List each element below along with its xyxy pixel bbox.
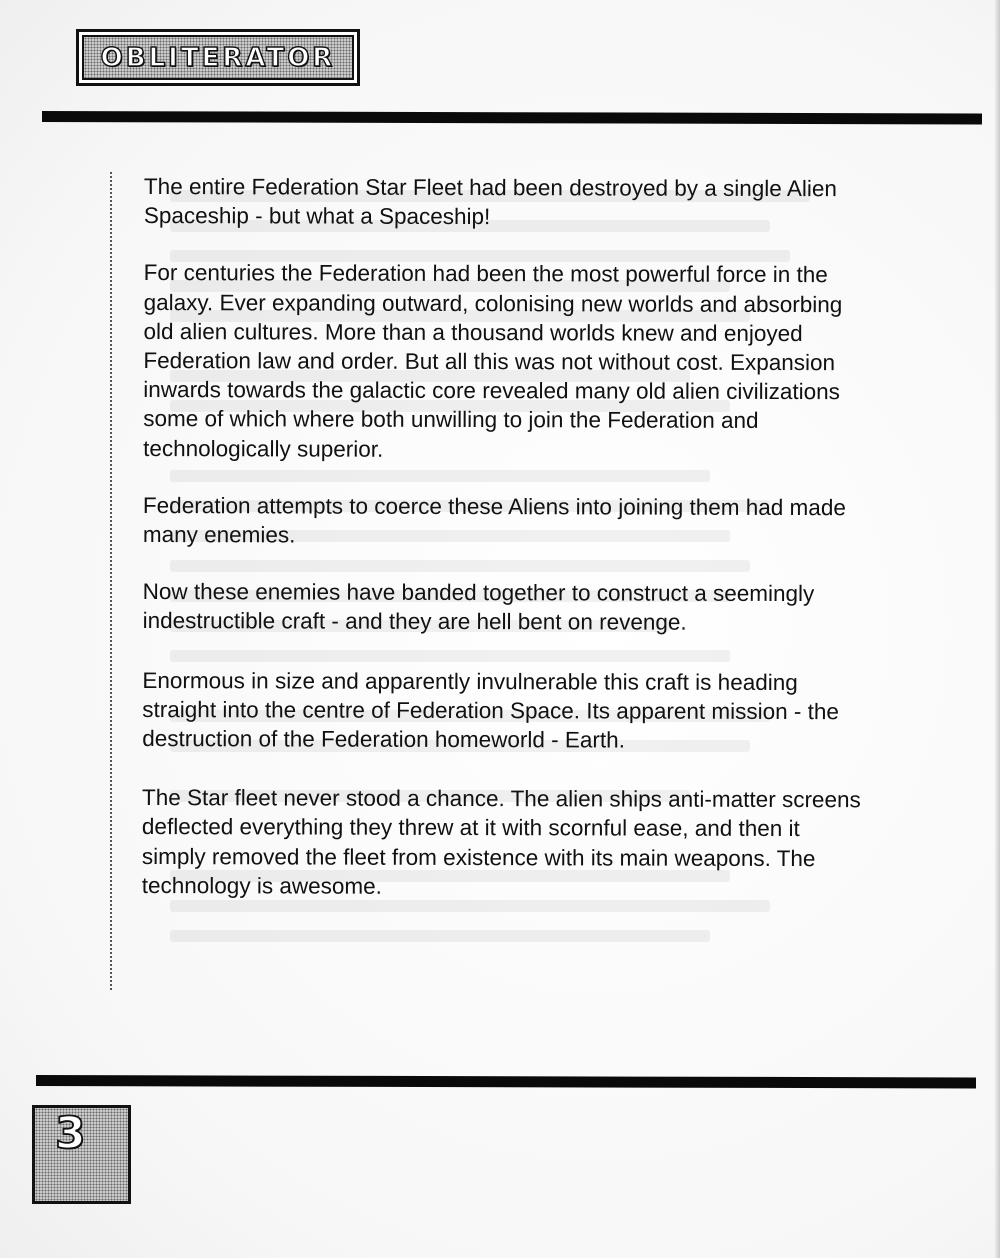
bottom-rule — [36, 1075, 976, 1088]
top-rule — [42, 111, 982, 124]
page-number: 3 — [55, 1108, 86, 1159]
obliterator-logo — [76, 29, 360, 86]
paragraph: Federation attempts to coerce these Aliens into joining them had made many enemies. — [142, 492, 846, 548]
page-number-box — [32, 1105, 131, 1204]
paragraph: Now these enemies have banded together to construct a seemingly indestructible craft - and they are hell bent on revenge. — [142, 579, 815, 636]
story-text — [142, 172, 864, 902]
paragraph: The entire Federation Star Fleet had been destroyed by a single Alien Spaceship - but what a Spaceship! — [143, 173, 837, 230]
logo-halftone-panel — [82, 35, 354, 80]
paragraph: For centuries the Federation had been the most powerful force in the galaxy. Ever expanding outward, colonising new worlds and absorbing old alien cultures. More than a thousand worlds knew and enjoyed Federation law and order. But all this was not without cost. Expansion inwards towards the galactic core revealed many old alien civilizations some of which where both unwilling to join the Federation and technologically superior. — [143, 260, 843, 462]
page-edge-shadow — [994, 0, 1000, 1258]
dotted-margin-line — [110, 172, 112, 990]
logo-text: OBLITERATOR — [100, 42, 336, 73]
paragraph: The Star fleet never stood a chance. The alien ships anti-matter screens deflected everything they threw at it with scornful ease, and then it simply removed the fleet from existence with its main weapons. The technology is awesome. — [141, 785, 861, 899]
paragraph: Enormous in size and apparently invulnerable this craft is heading straight into the centre of Federation Space. Its apparent mission - the destruction of the Federation homeworld - Earth. — [142, 667, 839, 753]
